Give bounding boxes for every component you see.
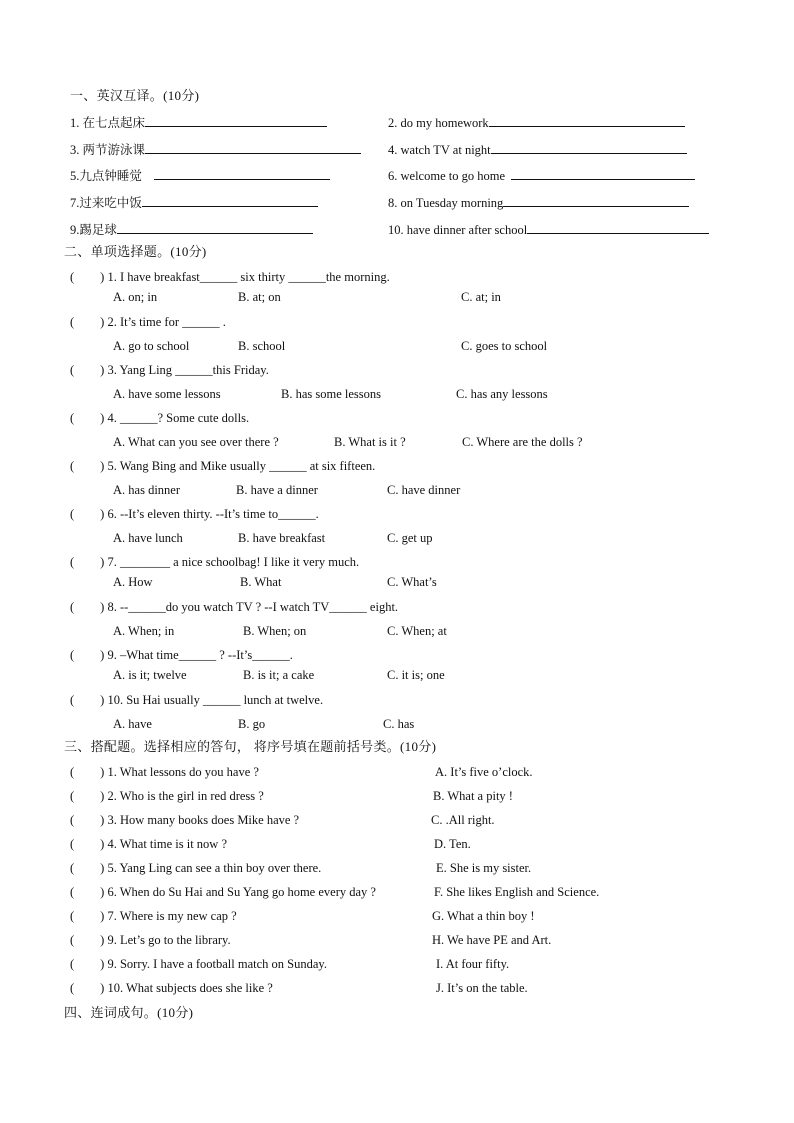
mc-option-a[interactable]: A. has dinner	[113, 483, 180, 497]
match-question-8: ( ) 9. Let’s go to the library.	[70, 933, 231, 947]
match-answer-j: J. It’s on the table.	[436, 981, 528, 995]
match-question-10: ( ) 10. What subjects does she like ?	[70, 981, 273, 995]
answer-blank[interactable]	[511, 167, 695, 180]
mc-question-8: ( ) 8. --______do you watch TV ? --I watch TV______ eight.	[70, 600, 399, 614]
answer-blank[interactable]	[527, 221, 709, 234]
mc-option-a[interactable]: A. is it; twelve	[113, 668, 187, 682]
translation-item-1: 1. 在七点起床	[70, 114, 327, 131]
match-answer-d: D. Ten.	[434, 837, 471, 851]
answer-blank[interactable]	[145, 114, 327, 127]
match-answer-a: A. It’s five o’clock.	[435, 765, 533, 779]
section-4-title: 四、连词成句。(10分)	[64, 1005, 194, 1020]
match-question-7: ( ) 7. Where is my new cap ?	[70, 909, 237, 923]
mc-option-b[interactable]: B. What is it ?	[334, 435, 406, 449]
section-1-title: 一、英汉互译。(10分)	[70, 88, 200, 103]
translation-item-3: 3. 两节游泳课	[70, 141, 361, 158]
mc-option-b[interactable]: B. is it; a cake	[243, 668, 315, 682]
answer-blank[interactable]	[491, 141, 687, 154]
match-question-2: ( ) 2. Who is the girl in red dress ?	[70, 789, 264, 803]
mc-option-b[interactable]: B. When; on	[243, 624, 307, 638]
translation-item-7: 7.过来吃中饭	[70, 194, 318, 211]
section-3-title: 三、搭配题。选择相应的答句， 将序号填在题前括号类。(10分)	[64, 739, 437, 754]
match-question-5: ( ) 5. Yang Ling can see a thin boy over there.	[70, 861, 322, 875]
mc-question-6: ( ) 6. --It’s eleven thirty. --It’s time to______.	[70, 507, 319, 521]
match-question-6: ( ) 6. When do Su Hai and Su Yang go home every day ?	[70, 885, 376, 899]
match-question-9: ( ) 9. Sorry. I have a football match on Sunday.	[70, 957, 327, 971]
mc-option-a[interactable]: A. go to school	[113, 339, 190, 353]
match-answer-i: I. At four fifty.	[436, 957, 510, 971]
mc-option-c[interactable]: C. When; at	[387, 624, 447, 638]
section-2-title: 二、单项选择题。(10分)	[64, 244, 207, 259]
mc-question-4: ( ) 4. ______? Some cute dolls.	[70, 411, 250, 425]
match-question-1: ( ) 1. What lessons do you have ?	[70, 765, 259, 779]
match-answer-f: F. She likes English and Science.	[434, 885, 600, 899]
mc-option-b[interactable]: B. have breakfast	[238, 531, 326, 545]
mc-option-c[interactable]: C. get up	[387, 531, 433, 545]
match-answer-h: H. We have PE and Art.	[432, 933, 552, 947]
mc-option-b[interactable]: B. at; on	[238, 290, 281, 304]
answer-blank[interactable]	[117, 221, 313, 234]
mc-question-5: ( ) 5. Wang Bing and Mike usually ______ at six fifteen.	[70, 459, 376, 473]
mc-option-a[interactable]: A. have	[113, 717, 152, 731]
mc-question-9: ( ) 9. –What time______ ? --It’s______.	[70, 648, 293, 662]
mc-option-a[interactable]: A. have some lessons	[113, 387, 221, 401]
answer-blank[interactable]	[154, 167, 330, 180]
mc-option-b[interactable]: B. school	[238, 339, 286, 353]
mc-option-c[interactable]: C. has any lessons	[456, 387, 548, 401]
match-question-3: ( ) 3. How many books does Mike have ?	[70, 813, 300, 827]
mc-option-c[interactable]: C. goes to school	[461, 339, 548, 353]
mc-question-2: ( ) 2. It’s time for ______ .	[70, 315, 226, 329]
mc-option-c[interactable]: C. Where are the dolls ?	[462, 435, 583, 449]
mc-option-c[interactable]: C. it is; one	[387, 668, 445, 682]
match-answer-e: E. She is my sister.	[436, 861, 532, 875]
mc-question-10: ( ) 10. Su Hai usually ______ lunch at twelve.	[70, 693, 324, 707]
translation-item-6: 6. welcome to go home	[388, 167, 695, 184]
mc-option-a[interactable]: A. When; in	[113, 624, 175, 638]
translation-item-2: 2. do my homework	[388, 114, 685, 131]
match-answer-b: B. What a pity !	[433, 789, 513, 803]
mc-option-c[interactable]: C. have dinner	[387, 483, 461, 497]
translation-item-5: 5.九点钟睡觉	[70, 167, 330, 184]
answer-blank[interactable]	[145, 141, 361, 154]
translation-item-10: 10. have dinner after school	[388, 221, 709, 238]
answer-blank[interactable]	[489, 114, 685, 127]
match-question-4: ( ) 4. What time is it now ?	[70, 837, 228, 851]
mc-option-a[interactable]: A. on; in	[113, 290, 158, 304]
mc-option-b[interactable]: B. What	[240, 575, 282, 589]
answer-blank[interactable]	[142, 194, 318, 207]
mc-question-3: ( ) 3. Yang Ling ______this Friday.	[70, 363, 269, 377]
translation-item-8: 8. on Tuesday morning	[388, 194, 689, 211]
mc-option-b[interactable]: B. has some lessons	[281, 387, 381, 401]
mc-option-a[interactable]: A. How	[113, 575, 153, 589]
mc-option-c[interactable]: C. What’s	[387, 575, 437, 589]
mc-option-a[interactable]: A. What can you see over there ?	[113, 435, 279, 449]
mc-option-a[interactable]: A. have lunch	[113, 531, 183, 545]
mc-option-c[interactable]: C. has	[383, 717, 415, 731]
mc-option-b[interactable]: B. go	[238, 717, 266, 731]
match-answer-g: G. What a thin boy !	[432, 909, 535, 923]
translation-item-4: 4. watch TV at night	[388, 141, 687, 158]
mc-question-7: ( ) 7. ________ a nice schoolbag! I like it very much.	[70, 555, 360, 569]
mc-option-b[interactable]: B. have a dinner	[236, 483, 318, 497]
translation-item-9: 9.踢足球	[70, 221, 313, 238]
mc-question-1: ( ) 1. I have breakfast______ six thirty ______the morning.	[70, 270, 390, 284]
match-answer-c: C. .All right.	[431, 813, 495, 827]
mc-option-c[interactable]: C. at; in	[461, 290, 501, 304]
answer-blank[interactable]	[503, 194, 689, 207]
